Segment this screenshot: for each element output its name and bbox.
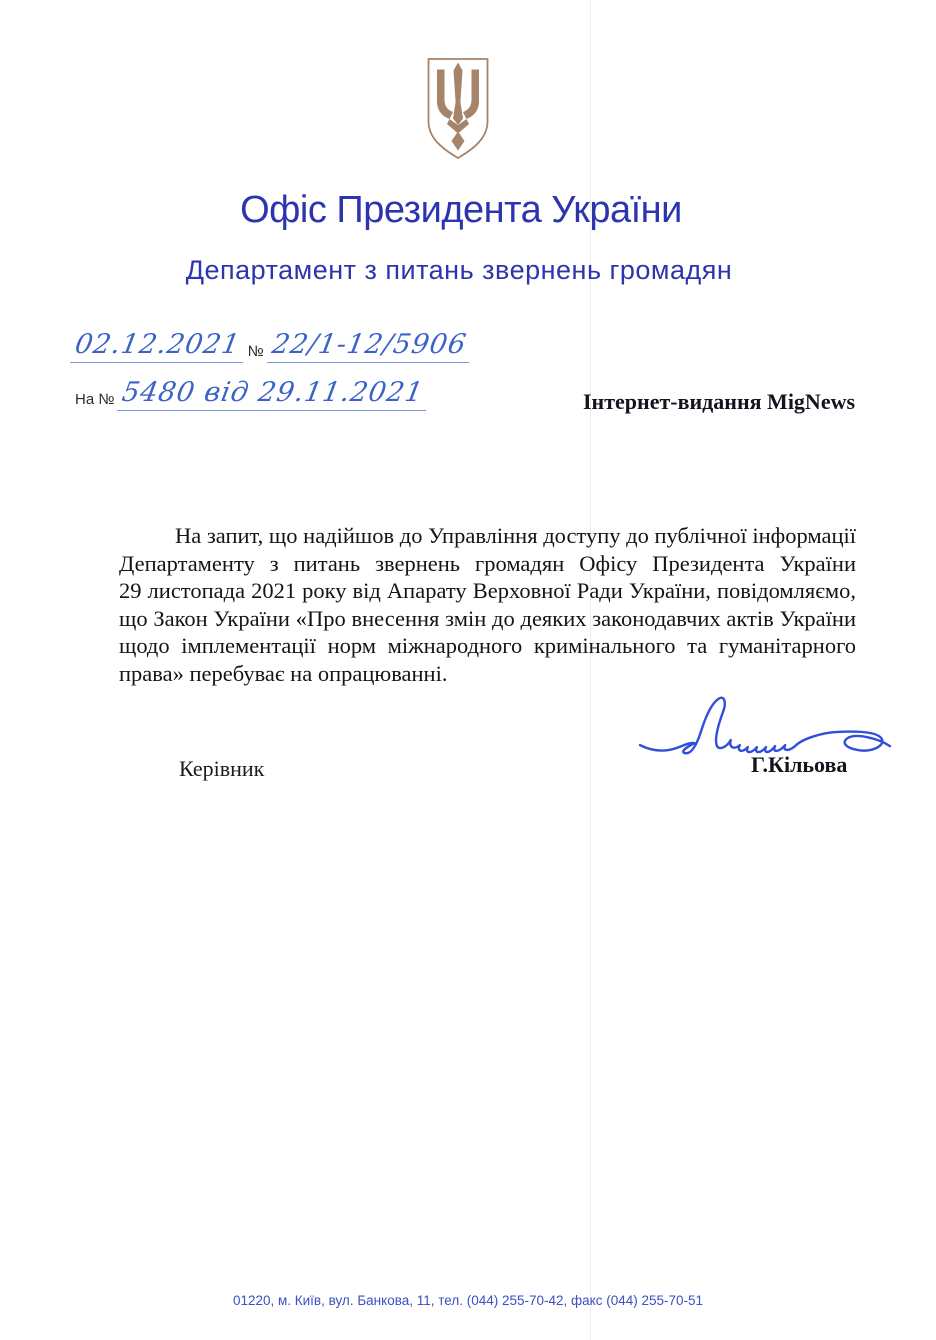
outgoing-reference-line <box>73 330 472 363</box>
body-line: права» перебуває на опрацюванні. <box>119 660 448 686</box>
reply-ref-label: На № <box>75 390 115 408</box>
signer-title: Керівник <box>179 756 265 781</box>
body-line: 29 листопада 2021 року від Апарату Верховної Ради України, повідомляємо, <box>119 578 856 603</box>
outgoing-date-handwritten: 02.12.2021 <box>70 330 248 363</box>
body-line: Департаменту з питань звернень громадян Офісу Президента України <box>119 550 856 576</box>
org-title: Офіс Президента України <box>240 189 682 231</box>
reply-reference-line <box>73 378 429 411</box>
addressee: Інтернет-видання MigNews <box>583 389 856 414</box>
ukraine-trident-emblem-icon <box>424 56 492 162</box>
footer-address: 01220, м. Київ, вул. Банкова, 11, тел. (044) 255-70-42, факс (044) 255-70-51 <box>232 1293 704 1308</box>
letter-body <box>119 522 856 687</box>
reply-ref-handwritten: 5480 від 29.11.2021 <box>118 378 433 411</box>
body-line: На запит, що надійшов до Управління доступу до публічної інформації <box>175 523 856 548</box>
reference-block <box>73 330 533 425</box>
outgoing-number-handwritten: 22/1-12/5906 <box>267 330 475 363</box>
signer-name: Г.Кільова <box>751 752 848 777</box>
body-line: що Закон України «Про внесення змін до деяких законодавчих актів України <box>119 605 856 631</box>
body-line: щодо імплементації норм міжнародного кримінального та гуманітарного <box>119 633 856 658</box>
number-sign-label: № <box>247 342 264 360</box>
department-subtitle: Департамент з питань звернень громадян <box>185 255 733 285</box>
